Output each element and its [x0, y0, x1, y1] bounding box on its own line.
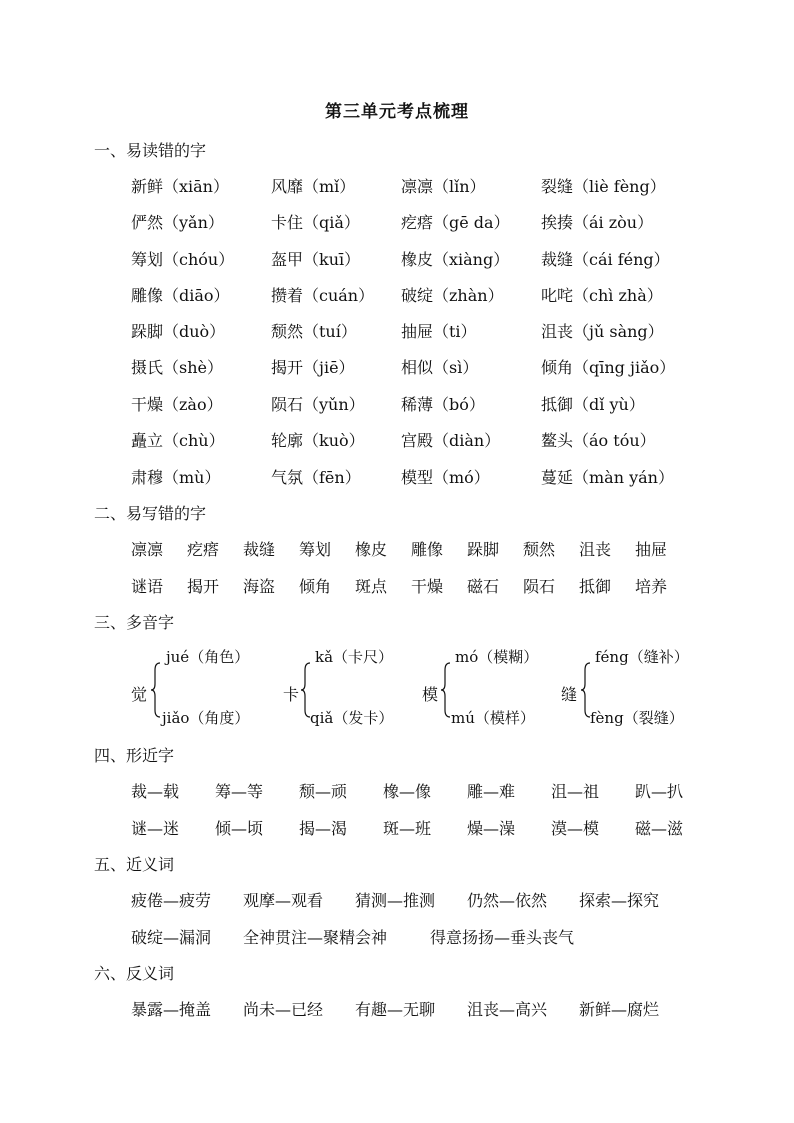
reading-item: 倾角（qīng jiǎo） [541, 358, 676, 377]
reading-item: 裁缝（cái féng） [541, 250, 670, 269]
polyphone-reading: mú（模样） [451, 709, 535, 727]
synonym-pair: 探索—探究 [579, 891, 660, 910]
section-heading: 二、易写错的字 [94, 504, 207, 523]
reading-item: 相似（sì） [401, 358, 479, 377]
polyphone-char: 卡 [283, 685, 300, 704]
similar-char-pair: 漠—模 [551, 819, 600, 838]
reading-item: 鳌头（áo tóu） [541, 431, 656, 450]
similar-char-pair: 颓—顽 [299, 782, 348, 801]
word-item: 沮丧 [579, 540, 612, 559]
word-item: 揭开 [187, 577, 220, 596]
synonym-pair: 疲倦—疲劳 [131, 891, 212, 910]
word-item: 跺脚 [467, 540, 500, 559]
section-heading: 三、多音字 [94, 613, 175, 632]
reading-item: 雕像（diāo） [131, 286, 230, 305]
word-item: 抽屉 [635, 540, 668, 559]
reading-item: 摄氏（shè） [131, 358, 223, 377]
similar-char-pair: 趴—扒 [635, 782, 684, 801]
reading-item: 疙瘩（gē da） [401, 213, 510, 232]
polyphone-reading: mó（模糊） [455, 648, 539, 666]
polyphone-reading: qiǎ（发卡） [310, 709, 394, 727]
brace-icon [441, 662, 451, 718]
reading-item: 卡住（qiǎ） [271, 213, 360, 232]
reading-item: 破绽（zhàn） [401, 286, 504, 305]
similar-char-pair: 雕—难 [467, 782, 516, 801]
antonym-pair: 尚未—已经 [243, 1000, 324, 1019]
reading-item: 橡皮（xiàng） [401, 250, 510, 269]
antonym-pair: 沮丧—高兴 [467, 1000, 548, 1019]
antonym-pair: 新鲜—腐烂 [579, 1000, 660, 1019]
similar-char-pair: 磁—滋 [635, 819, 684, 838]
reading-item: 风靡（mǐ） [271, 177, 356, 196]
similar-char-pair: 揭—渴 [299, 819, 348, 838]
polyphone-char: 模 [422, 685, 439, 704]
reading-item: 模型（mó） [401, 468, 490, 487]
reading-item: 新鲜（xiān） [131, 177, 229, 196]
reading-item: 裂缝（liè fèng） [541, 177, 666, 196]
antonym-pair: 有趣—无聊 [355, 1000, 436, 1019]
antonym-pair: 暴露—掩盖 [131, 1000, 212, 1019]
polyphone-char: 缝 [561, 685, 578, 704]
synonym-pair: 破绽—漏洞 [131, 928, 212, 947]
word-item: 陨石 [523, 577, 556, 596]
word-item: 疙瘩 [187, 540, 220, 559]
reading-item: 凛凛（lǐn） [401, 177, 486, 196]
reading-item: 抽屉（ti） [401, 322, 477, 341]
polyphone-char: 觉 [131, 685, 148, 704]
section-heading: 六、反义词 [94, 964, 175, 983]
polyphone-reading: jué（角色） [166, 648, 250, 666]
brace-icon [151, 662, 161, 718]
reading-item: 挨揍（ái zòu） [541, 213, 654, 232]
similar-char-pair: 倾—顷 [215, 819, 264, 838]
reading-item: 筹划（chóu） [131, 250, 235, 269]
section-heading: 五、近义词 [94, 855, 175, 874]
synonym-pair: 得意扬扬—垂头丧气 [430, 928, 575, 947]
polyphone-reading: jiǎo（角度） [162, 709, 250, 727]
reading-item: 揭开（jiē） [271, 358, 355, 377]
word-item: 雕像 [411, 540, 444, 559]
word-item: 斑点 [355, 577, 388, 596]
word-item: 抵御 [579, 577, 612, 596]
reading-item: 宫殿（diàn） [401, 431, 501, 450]
word-item: 磁石 [467, 577, 500, 596]
reading-item: 颓然（tuí） [271, 322, 357, 341]
reading-item: 气氛（fēn） [271, 468, 361, 487]
reading-item: 矗立（chù） [131, 431, 225, 450]
reading-item: 盔甲（kuī） [271, 250, 361, 269]
similar-char-pair: 橡—像 [383, 782, 432, 801]
similar-char-pair: 裁—载 [131, 782, 180, 801]
reading-item: 蔓延（màn yán） [541, 468, 674, 487]
reading-item: 沮丧（jǔ sàng） [541, 322, 664, 341]
reading-item: 轮廓（kuò） [271, 431, 365, 450]
word-item: 凛凛 [131, 540, 164, 559]
reading-item: 跺脚（duò） [131, 322, 226, 341]
reading-item: 干燥（zào） [131, 395, 223, 414]
similar-char-pair: 筹—等 [215, 782, 264, 801]
reading-item: 叱咤（chì zhà） [541, 286, 663, 305]
similar-char-pair: 燥—澡 [467, 819, 516, 838]
word-item: 颓然 [523, 540, 556, 559]
word-item: 橡皮 [355, 540, 388, 559]
word-item: 裁缝 [243, 540, 276, 559]
polyphone-reading: féng（缝补） [595, 648, 689, 666]
reading-item: 俨然（yǎn） [131, 213, 224, 232]
word-item: 干燥 [411, 577, 444, 596]
synonym-pair: 全神贯注—聚精会神 [243, 928, 388, 947]
synonym-pair: 观摩—观看 [243, 891, 324, 910]
reading-item: 抵御（dǐ yù） [541, 395, 645, 414]
word-item: 筹划 [299, 540, 332, 559]
section-heading: 四、形近字 [94, 746, 175, 765]
synonym-pair: 仍然—依然 [467, 891, 548, 910]
synonym-pair: 猜测—推测 [355, 891, 436, 910]
word-item: 倾角 [299, 577, 332, 596]
page-title: 第三单元考点梳理 [325, 102, 469, 122]
polyphone-reading: kǎ（卡尺） [315, 648, 394, 666]
similar-char-pair: 沮—祖 [551, 782, 600, 801]
word-item: 培养 [635, 577, 668, 596]
similar-char-pair: 斑—班 [383, 819, 432, 838]
word-item: 海盗 [243, 577, 276, 596]
word-item: 谜语 [131, 577, 164, 596]
reading-item: 肃穆（mù） [131, 468, 221, 487]
similar-char-pair: 谜—迷 [131, 819, 180, 838]
reading-item: 陨石（yǔn） [271, 395, 365, 414]
section-heading: 一、易读错的字 [94, 141, 207, 160]
reading-item: 攒着（cuán） [271, 286, 375, 305]
polyphone-reading: fèng（裂缝） [590, 709, 684, 727]
reading-item: 稀薄（bó） [401, 395, 485, 414]
